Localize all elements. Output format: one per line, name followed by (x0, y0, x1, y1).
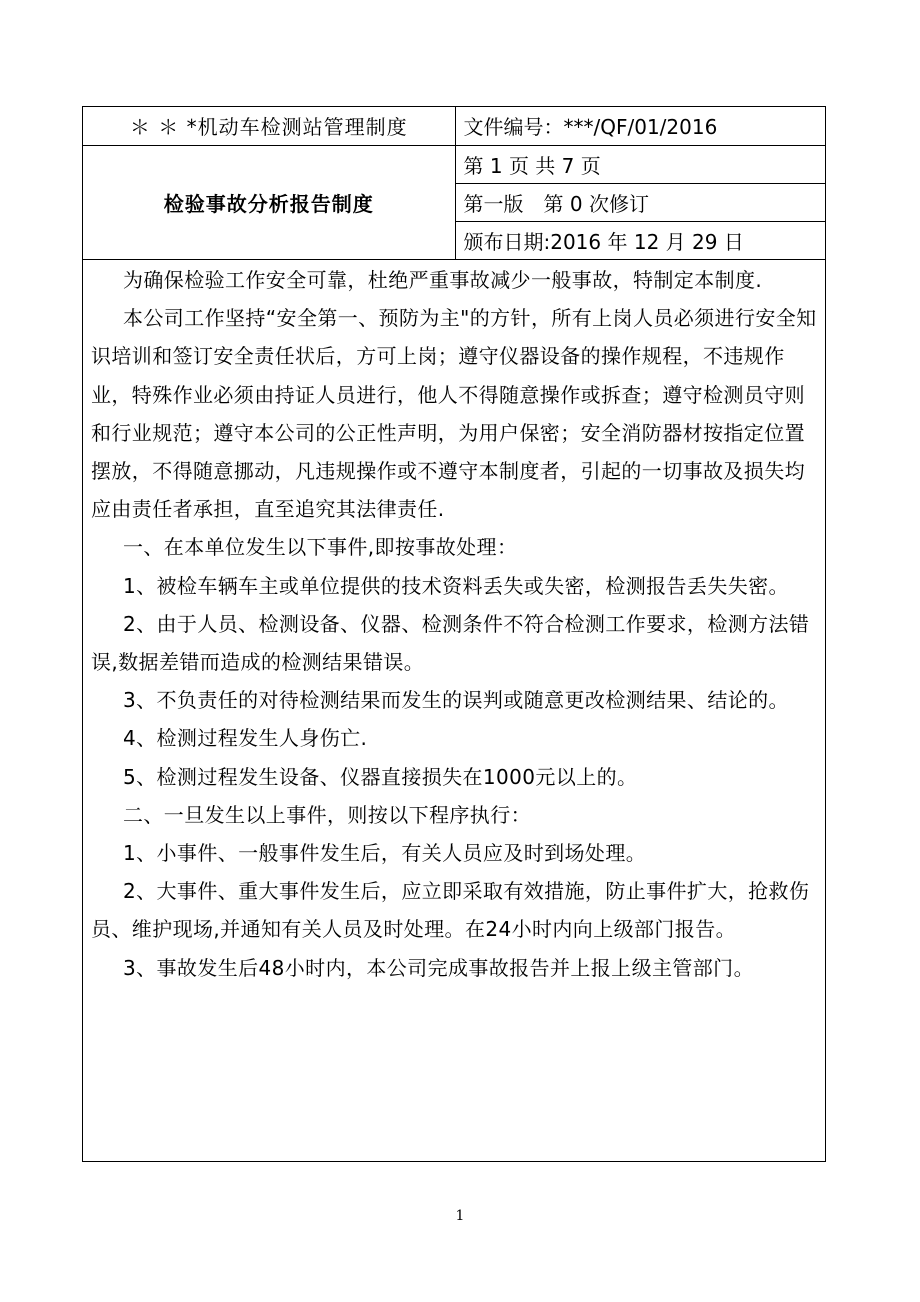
paragraph: 本公司工作坚持“安全第一、预防为主"的方针，所有上岗人员必须进行安全知识培训和签订安全责任状后，方可上岗；遵守仪器设备的操作规程，不违规作业，特殊作业必须由持证人员进行，他人不得随意操作或拆查；遵守检测员守则和行业规范；遵守本公司的公正性声明，为用户保密；安全消防器材按指定位置摆放，不得随意挪动，凡违规操作或不遵守本制度者，引起的一切事故及损失均应由责任者承担，直至追究其法律责任. (91, 306, 817, 522)
section-heading: 二、一旦发生以上事件，则按以下程序执行： (123, 802, 531, 827)
list-item: 1、小事件、一般事件发生后，有关人员应及时到场处理。 (123, 841, 647, 866)
issue-date: 颁布日期:2016 年 12 月 29 日 (455, 221, 825, 259)
list-item: 2、大事件、重大事件发生后，应立即采取有效措施，防止事件扩大，抢救伤员、维护现场,并通知有关人员及时处理。在24小时内向上级部门报告。 (91, 879, 810, 942)
document-frame (82, 106, 826, 1162)
list-item: 3、不负责任的对待检测结果而发生的误判或随意更改检测结果、结论的。 (123, 688, 789, 713)
document-body (83, 261, 825, 987)
list-item: 5、检测过程发生设备、仪器直接损失在1000元以上的。 (123, 764, 638, 789)
list-item: 3、事故发生后48小时内，本公司完成事故报告并上报上级主管部门。 (123, 955, 754, 980)
page-number: 1 (455, 1208, 465, 1224)
document-title: 检验事故分析报告制度 (83, 145, 455, 259)
header-table (83, 107, 825, 260)
list-item: 1、被检车辆车主或单位提供的技术资料丢失或失密，检测报告丢失失密。 (123, 573, 789, 598)
list-item: 4、检测过程发生人身伤亡. (123, 726, 368, 751)
system-name: ＊ ＊ *机动车检测站管理制度 (83, 107, 455, 145)
list-item: 2、由于人员、检测设备、仪器、检测条件不符合检测工作要求，检测方法错误,数据差错而造成的检测结果错误。 (91, 611, 810, 675)
paragraph: 为确保检验工作安全可靠，杜绝严重事故减少一般事故，特制定本制度. (123, 268, 763, 292)
section-heading: 一、在本单位发生以下事件,即按事故处理： (123, 535, 518, 560)
file-number: 文件编号：***/QF/01/2016 (455, 107, 825, 145)
edition-info: 第一版 第 0 次修订 (455, 183, 825, 221)
page-info: 第 1 页 共 7 页 (455, 145, 825, 183)
